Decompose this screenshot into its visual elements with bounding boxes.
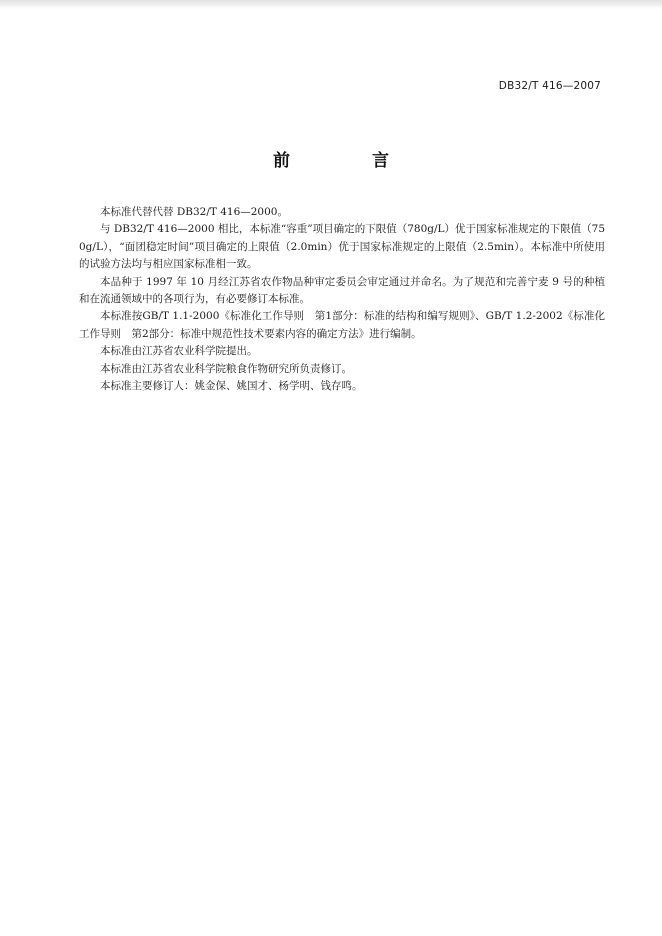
scan-edge-artifact (0, 0, 662, 9)
page-title: 前 言 (273, 151, 427, 171)
paragraph-revisers: 本标准主要修订人：姚金保、姚国才、杨学明、钱存鸣。 (100, 380, 363, 393)
paragraph-drafting-rules: 本标准按GB/T 1.1-2000《标准化工作导则 第1部分：标准的结构和编写规则》、GB/T 1.2-2002《标准化工作导则 第2部分：标准中规范性技术要素内容的确定方法》进行编制。 (79, 310, 605, 340)
paragraph-comparison: 与 DB32/T 416—2000 相比，本标准“容重”项目确定的下限值（780g/L）优于国家标准规定的下限值（750g/L），“面团稳定时间”项目确定的上限值（2.0min）优于国家标准规定的上限值（2.5min）。本标准中所使用的试验方法均与相应国家标准相一致。 (79, 223, 605, 271)
standard-code: DB32/T 416—2007 (498, 80, 601, 92)
paragraph-variety: 本品种于 1997 年 10 月经江苏省农作物品种审定委员会审定通过并命名。为了规范和完善宁麦 9 号的种植和在流通领域中的各项行为，有必要修订本标准。 (79, 275, 605, 306)
paragraph-proposer: 本标准由江苏省农业科学院提出。 (100, 345, 258, 358)
foreword-body (79, 204, 605, 395)
paragraph-replaces: 本标准代替代替 DB32/T 416—2000。 (100, 206, 288, 218)
paragraph-revising-institute: 本标准由江苏省农业科学院粮食作物研究所负责修订。 (100, 362, 352, 375)
